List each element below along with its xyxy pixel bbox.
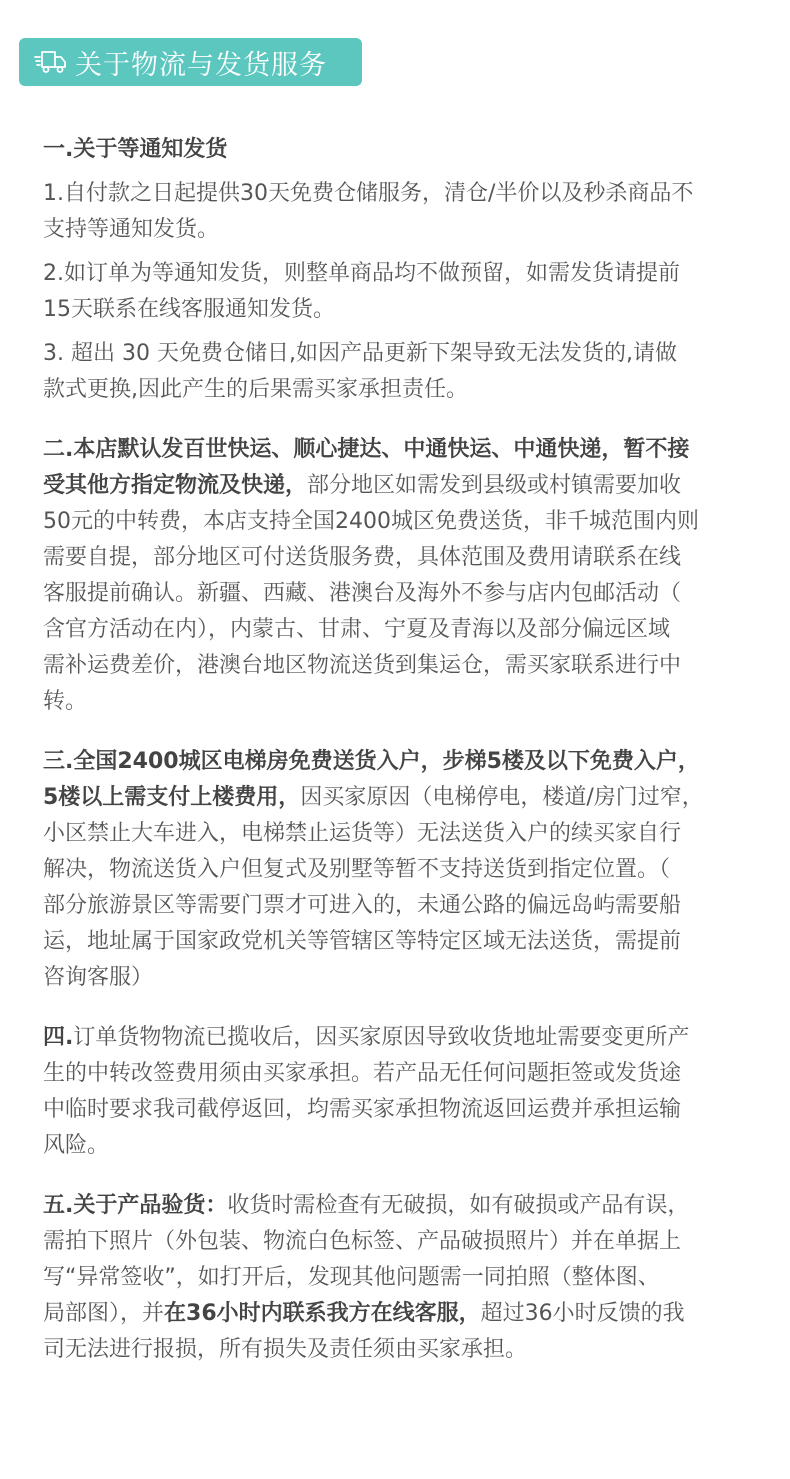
section1-item2: 2.如订单为等通知发货，则整单商品均不做预留，如需发货请提前 15天联系在线客服通知发货。 (43, 261, 680, 322)
shipping-policy-body (43, 132, 753, 1368)
section1-item3: 3. 超出 30 天免费仓储日,如因产品更新下架导致无法发货的,请做 款式更换,因此产生的后果需买家承担责任。 (43, 341, 677, 402)
section5-paragraph: 五.关于产品验货：收货时需检查有无破损，如有破损或产品有误， 需拍下照片（外包装、物流白色标签、产品破损照片）并在单据上 写“异常签收”，如打开后，发现其他问题需一同拍照（整体图、 局部图），并在36小时内联系我方在线客服，超过36小时反馈的我 司无法进行报损，所有损失及责任须由买家承担。 (43, 1193, 690, 1362)
section-header-title: 关于物流与发货服务 (75, 49, 327, 81)
truck-icon (33, 49, 67, 75)
section2-paragraph: 二.本店默认发百世快运、顺心捷达、中通快运、中通快递，暂不接 受其他方指定物流及快递，部分地区如需发到县级或村镇需要加收 50元的中转费，本店支持全国2400城区免费送货，非千城范围内则 需要自提，部分地区可付送货服务费，具体范围及费用请联系在线 客服提前确认。新疆、西藏、港澳台及海外不参与店内包邮活动（ 含官方活动在内），内蒙古、甘肃、宁夏及青海以及部分偏远区域 需补运费差价，港澳台地区物流送货到集运仓，需买家联系进行中 转。 (43, 437, 699, 714)
section1-heading: 一.关于等通知发货 (43, 137, 228, 162)
section1-item1: 1.自付款之日起提供30天免费仓储服务，清仓/半价以及秒杀商品不 支持等通知发货。 (43, 181, 694, 242)
section3-paragraph: 三.全国2400城区电梯房免费送货入户，步梯5楼及以下免费入户， 5楼以上需支付上楼费用，因买家原因（电梯停电，楼道/房门过窄， 小区禁止大车进入，电梯禁止运货等）无法送货入户的续买家自行 解决，物流送货入户但复式及别墅等暂不支持送货到指定位置。（ 部分旅游景区等需要门票才可进入的，未通公路的偏远岛屿需要船 运，地址属于国家政党机关等管辖区等特定区域无法送货，需提前 咨询客服） (43, 749, 704, 990)
section-header (19, 38, 362, 86)
section4-paragraph: 四.订单货物物流已揽收后，因买家原因导致收货地址需要变更所产 生的中转改签费用须由买家承担。若产品无任何问题拒签或发货途 中临时要求我司截停返回，均需买家承担物流返回运费并承担运输 风险。 (43, 1025, 690, 1158)
